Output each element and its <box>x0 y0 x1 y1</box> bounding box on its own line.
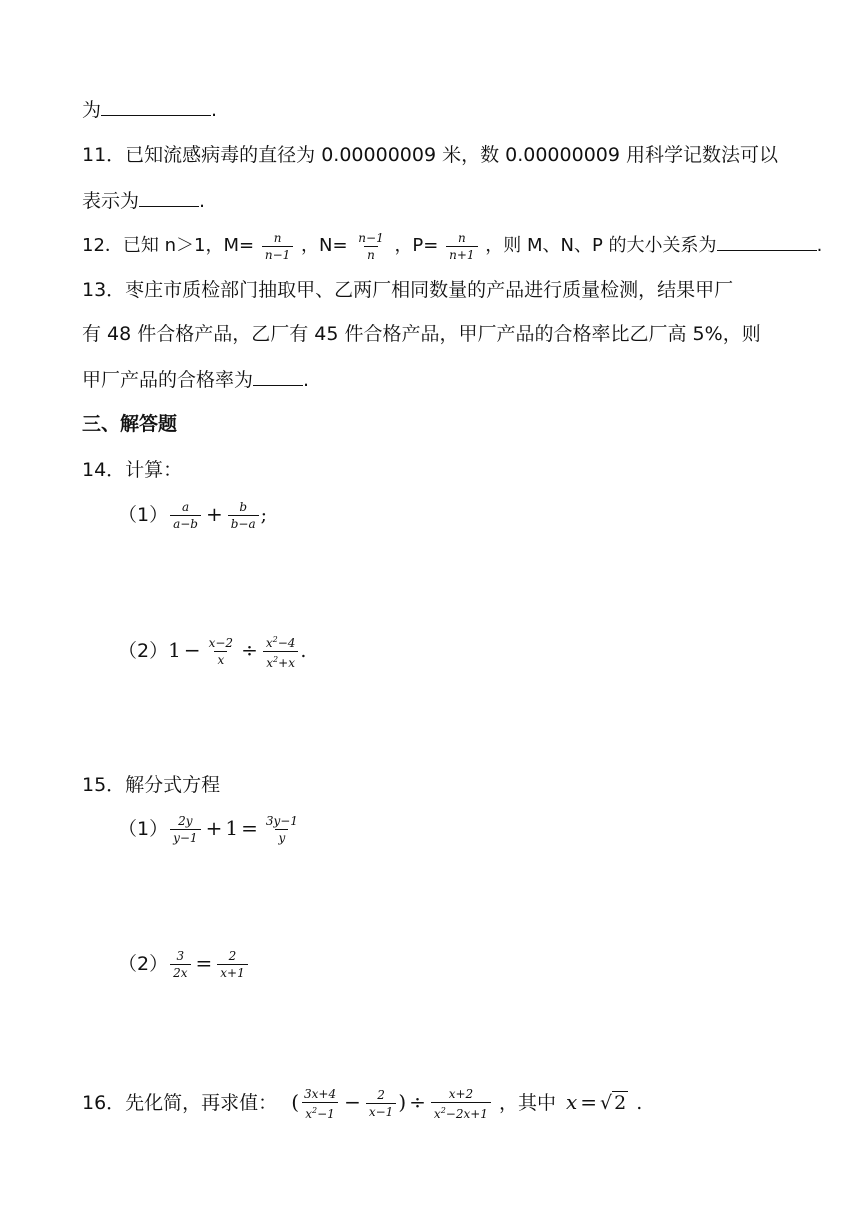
q11-line1: 11．已知流感病毒的直径为 0.00000009 米，数 0.00000009 用科学记数法可以 <box>82 144 779 166</box>
q14-part2 <box>118 630 306 670</box>
fraction <box>228 500 259 531</box>
q10-tail <box>82 97 217 122</box>
semicolon: ; <box>260 504 268 526</box>
numerator: n <box>457 230 466 245</box>
numerator: n−1 <box>358 230 384 245</box>
q12-prefix: 12．已知 n＞1，M= <box>82 235 255 256</box>
denominator: $x^2-1$ <box>302 1102 338 1121</box>
denominator: n <box>364 246 378 262</box>
q13-line1: 13．枣庄市质检部门抽取甲、乙两厂相同数量的产品进行质量检测，结果甲厂 <box>82 279 734 301</box>
q13-line2: 有 48 件合格产品，乙厂有 45 件合格产品，甲厂产品的合格率比乙厂高 5%，则 <box>82 323 761 345</box>
section-heading: 三、解答题 <box>82 413 178 435</box>
numerator: 2 <box>228 949 237 963</box>
divide-operator: ÷ <box>241 638 258 662</box>
radicand: 2 <box>614 1092 627 1114</box>
number-one: 1 <box>168 638 181 662</box>
q12-p-label: ，P= <box>394 235 439 256</box>
denominator: 2x <box>170 964 190 980</box>
numerator: 3y−1 <box>265 814 298 828</box>
q14-title: 14．计算： <box>82 459 183 481</box>
right-paren: ) <box>398 1090 407 1114</box>
denominator: y−1 <box>170 829 200 845</box>
part-label: （1） <box>118 504 169 526</box>
where-text: ，其中 <box>498 1092 556 1114</box>
fraction-n <box>355 231 386 262</box>
answer-blank <box>101 97 211 116</box>
numerator: $x^2-4$ <box>265 635 296 650</box>
denominator: b−a <box>228 515 259 531</box>
numerator: n <box>273 230 282 245</box>
variable-x: x <box>565 1090 578 1114</box>
minus-operator: − <box>344 1090 361 1114</box>
denominator: n+1 <box>446 246 477 262</box>
q13-line3 <box>82 367 309 392</box>
numerator: 2y <box>178 814 193 828</box>
q15-title: 15．解分式方程 <box>82 774 221 796</box>
denominator: x <box>214 651 227 667</box>
denominator: $x^2+x$ <box>263 651 298 670</box>
divide-operator: ÷ <box>409 1090 426 1114</box>
fraction-p <box>446 231 477 262</box>
q15-part2 <box>118 943 250 983</box>
q16-title: 16．先化简，再求值： <box>82 1092 278 1114</box>
numerator: x+2 <box>448 1086 474 1101</box>
denominator: x−1 <box>366 1103 396 1119</box>
fraction <box>263 814 301 845</box>
fraction <box>170 500 201 531</box>
q16 <box>82 1080 642 1124</box>
fraction <box>263 633 299 670</box>
fraction-m <box>262 231 293 262</box>
numerator: b <box>239 500 248 514</box>
plus-operator: + <box>205 816 223 840</box>
equals-sign: = <box>195 951 213 975</box>
left-paren: ( <box>291 1090 299 1114</box>
denominator: x+1 <box>217 964 247 980</box>
plus-operator: + <box>205 502 223 526</box>
period: . <box>211 99 218 121</box>
number-one: 1 <box>225 816 239 840</box>
fraction <box>170 949 190 980</box>
equals-sign: = <box>580 1090 597 1114</box>
q14-part1 <box>118 494 267 534</box>
period: . <box>303 369 310 391</box>
answer-blank <box>139 188 199 207</box>
equals-sign: = <box>241 816 258 840</box>
period: . <box>816 235 823 256</box>
period: . <box>199 190 206 212</box>
denominator: y <box>275 829 288 845</box>
numerator: a <box>181 500 190 514</box>
q15-part1 <box>118 808 303 848</box>
sqrt-icon: √ <box>600 1092 613 1114</box>
answer-blank <box>717 232 817 251</box>
fraction <box>217 949 247 980</box>
part-label: （2） <box>118 953 169 975</box>
q10-tail-text: 为 <box>82 99 102 121</box>
answer-blank <box>253 367 303 386</box>
denominator: a−b <box>170 515 201 531</box>
fraction <box>431 1087 491 1121</box>
q12 <box>82 229 822 263</box>
q11-line2 <box>82 188 205 213</box>
q13-line3-text: 甲厂产品的合格率为 <box>82 369 254 391</box>
period: . <box>300 640 307 662</box>
q12-n-label: ，N= <box>301 235 348 256</box>
fraction <box>170 814 200 845</box>
fraction <box>206 636 236 667</box>
q11-line2-text: 表示为 <box>82 190 140 212</box>
numerator: 3x+4 <box>304 1086 337 1101</box>
q12-suffix: ，则 M、N、P 的大小关系为 <box>485 235 717 256</box>
period: . <box>636 1092 643 1114</box>
numerator: 2 <box>377 1088 385 1102</box>
numerator: 3 <box>176 949 185 963</box>
denominator: $x^2-2x+1$ <box>431 1102 491 1121</box>
denominator: n−1 <box>262 246 293 262</box>
fraction <box>366 1088 396 1119</box>
numerator: x−2 <box>208 636 234 650</box>
part-label: （2） <box>118 640 169 662</box>
part-label: （1） <box>118 818 169 840</box>
square-root <box>600 1091 628 1114</box>
minus-operator: − <box>183 638 201 662</box>
fraction <box>301 1087 339 1121</box>
